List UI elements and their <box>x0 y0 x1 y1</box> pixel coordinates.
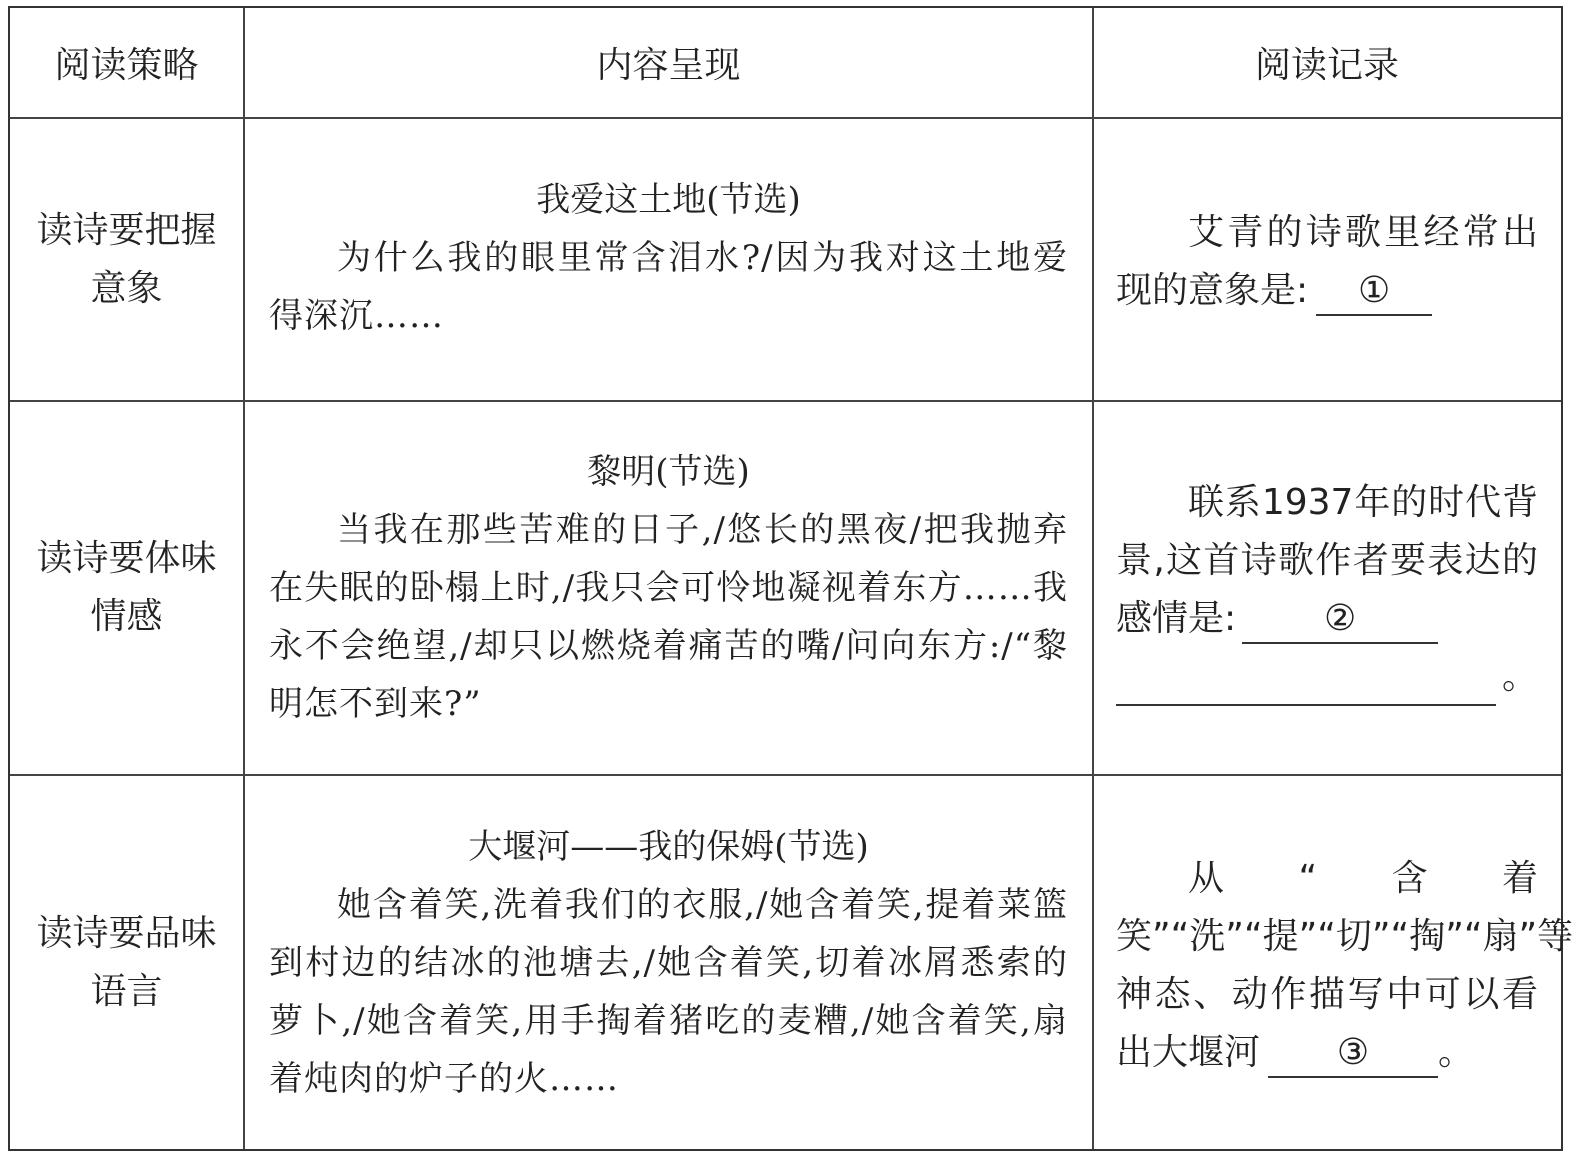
strategy-cell-1 <box>10 119 243 400</box>
poem-excerpt: 当我在那些苦难的日子,/悠长的黑夜/把我抛弃在失眠的卧榻上时,/我只会可怜地凝视着东方……我永不会绝望,/却只以燃烧着痛苦的嘴/问向东方:/“黎明怎不到来?” <box>269 510 1068 724</box>
header-strategy <box>10 8 243 117</box>
poem-title: 黎明(节选) <box>587 452 750 492</box>
record-text: 从“含着笑”“洗”“提”“切”“掏”“扇”等神态、动作描写中可以看出大堰河 <box>1116 858 1574 1073</box>
strategy-text: 读诗要体味 <box>36 538 217 579</box>
header-record <box>1094 8 1560 117</box>
header-content-label: 内容呈现 <box>596 45 741 86</box>
blank-number: ③ <box>1336 1032 1370 1073</box>
content-cell-2 <box>245 443 1092 774</box>
content-cell-3 <box>245 818 1092 1149</box>
strategy-cell-2 <box>10 402 243 774</box>
strategy-text: 读诗要品味 <box>36 912 217 954</box>
end-mark: 。 <box>1438 1032 1475 1073</box>
strategy-cell-3 <box>10 776 243 1149</box>
answer-continuation <box>1116 648 1538 706</box>
strategy-text: 情感 <box>90 596 163 637</box>
header-record-label: 阅读记录 <box>1254 45 1399 86</box>
record-cell-1 <box>1094 204 1560 400</box>
answer-blank-1[interactable] <box>1316 268 1432 316</box>
record-prompt <box>1116 850 1574 1082</box>
record-cell-3 <box>1094 850 1574 1149</box>
strategy-text: 读诗要把握 <box>36 209 217 251</box>
blank-number: ② <box>1324 598 1357 639</box>
reading-strategy-table <box>8 6 1574 1151</box>
record-prompt <box>1116 474 1538 648</box>
record-text: 艾青的诗歌里经常出现的意象是: <box>1116 212 1538 311</box>
record-prompt <box>1116 204 1538 320</box>
answer-blank-2[interactable] <box>1242 596 1438 644</box>
strategy-text: 语言 <box>90 970 163 1012</box>
content-cell-1 <box>245 171 1092 400</box>
poem-title: 我爱这土地(节选) <box>536 180 801 220</box>
blank-number: ① <box>1358 270 1391 311</box>
record-cell-2 <box>1094 474 1560 774</box>
header-strategy-label: 阅读策略 <box>54 45 199 86</box>
poem-title: 大堰河——我的保姆(节选) <box>468 827 869 867</box>
header-content <box>245 8 1092 117</box>
record-text: 联系1937年的时代背景,这首诗歌作者要表达的感情是: <box>1116 482 1538 639</box>
poem-excerpt: 为什么我的眼里常含泪水?/因为我对这土地爱得深沉…… <box>269 238 1068 336</box>
end-mark: 。 <box>1501 656 1538 697</box>
answer-blank-3[interactable] <box>1268 1030 1438 1078</box>
strategy-text: 意象 <box>90 267 163 309</box>
answer-blank-2-line[interactable] <box>1116 660 1496 706</box>
poem-excerpt: 她含着笑,洗着我们的衣服,/她含着笑,提着菜篮到村边的结冰的池塘去,/她含着笑,切着冰屑悉索的萝卜,/她含着笑,用手掏着猪吃的麦糟,/她含着笑,扇着炖肉的炉子的火…… <box>269 885 1068 1099</box>
